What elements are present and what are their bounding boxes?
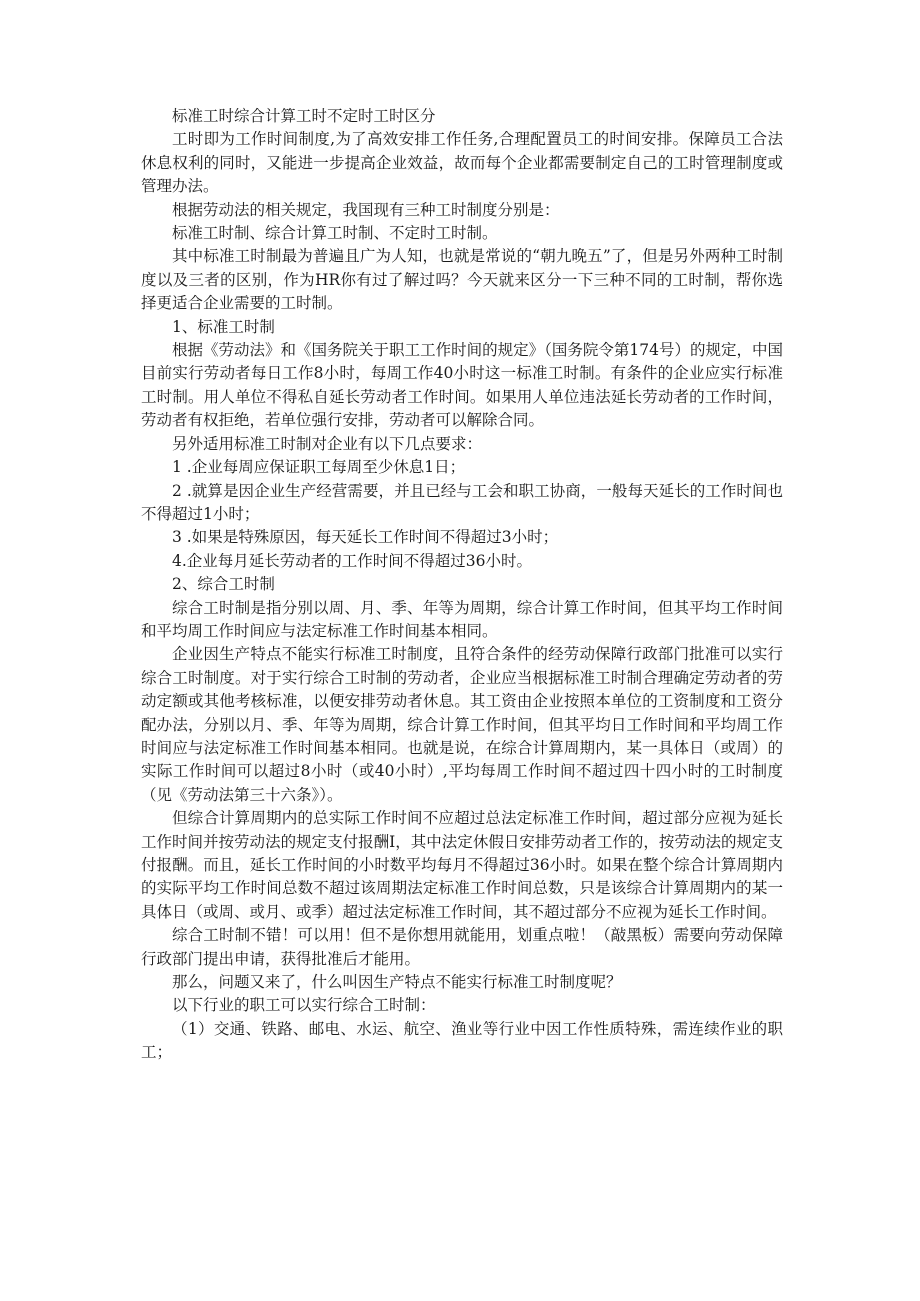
paragraph-intro: 工时即为工作时间制度,为了高效安排工作任务,合理配置员工的时间安排。保障员工合法休息权利的同时，又能进一步提高企业效益，故而每个企业都需要制定自己的工时管理制度或管理办法。 xyxy=(141,130,783,196)
paragraph-standard-common: 其中标准工时制最为普遍且广为人知，也就是常说的“朝九晚五”了，但是另外两种工时制度以及三者的区别，作为HR你有过了解过吗？今天就来区分一下三种不同的工时制，帮你选择更适合企业需要的工时制。 xyxy=(141,247,783,313)
document-title: 标准工时综合计算工时不定时工时区分 xyxy=(172,107,436,125)
paragraph-comprehensive-limit: 但综合计算周期内的总实际工作时间不应超过总法定标准工作时间，超过部分应视为延长工作时间并按劳动法的规定支付报酬I，其中法定休假日安排劳动者工作的，按劳动法的规定支付报酬。而且，延长工作时间的小时数平均每月不得超过36小时。如果在整个综合计算周期内的实际平均工作时间总数不超过该周期法定标准工作时间总数，只是该综合计算周期内的某一具体日（或周、或月、或季）超过法定标准工作时间，其不超过部分不应视为延长工作时间。 xyxy=(141,809,783,921)
paragraph-comprehensive-apply: 综合工时制不错！可以用！但不是你想用就能用，划重点啦！（敲黑板）需要向劳动保障行政部门提出申请，获得批准后才能用。 xyxy=(141,926,783,968)
paragraph-comprehensive-detail: 企业因生产特点不能实行标准工时制度，且符合条件的经劳动保障行政部门批准可以实行综合工时制度。对于实行综合工时制的劳动者，企业应当根据标准工时制合理确定劳动者的劳动定额或其他考核标准，以便安排劳动者休息。其工资由企业按照本单位的工资制度和工资分配办法，分别以月、季、年等为周期，综合计算工作时间，但其平均日工作时间和平均周工作时间应与法定标准工作时间基本相同。也就是说，在综合计算周期内，某一具体日（或周）的实际工作时间可以超过8小时（或40小时）,平均每周工作时间不超过四十四小时的工时制度（见《劳动法第三十六条》）。 xyxy=(141,645,783,804)
paragraph-standard-rules: 根据《劳动法》和《国务院关于职工工作时间的规定》（国务院令第174号）的规定，中国目前实行劳动者每日工作8小时，每周工作40小时这一标准工时制。有条件的企业应实行标准工时制。用人单位不得私自延长劳动者工作时间。如果用人单位违法延长劳动者的工作时间，劳动者有权拒绝，若单位强行安排，劳动者可以解除合同。 xyxy=(141,341,783,430)
list-item-industry-1: （1）交通、铁路、邮电、水运、航空、渔业等行业中因工作性质特殊，需连续作业的职工； xyxy=(141,1019,783,1062)
paragraph-question: 那么，问题又来了，什么叫因生产特点不能实行标准工时制度呢？ xyxy=(172,973,622,992)
document-page xyxy=(141,105,783,1065)
paragraph-law-basis: 根据劳动法的相关规定，我国现有三种工时制度分别是： xyxy=(172,200,560,219)
list-item-1: 1 .企业每周应保证职工每周至少休息1日； xyxy=(172,458,466,477)
list-item-3: 3 .如果是特殊原因，每天延长工作时间不得超过3小时； xyxy=(172,528,559,547)
list-item-4: 4.企业每月延长劳动者的工作时间不得超过36小时。 xyxy=(172,551,533,570)
section-heading-standard: 1、标准工时制 xyxy=(172,317,275,336)
paragraph-industries-intro: 以下行业的职工可以实行综合工时制： xyxy=(172,996,436,1015)
paragraph-requirements-intro: 另外适用标准工时制对企业有以下几点要求： xyxy=(172,434,483,453)
paragraph-three-systems: 标准工时制、综合计算工时制、不定时工时制。 xyxy=(172,224,498,243)
section-heading-comprehensive: 2、综合工时制 xyxy=(172,575,275,594)
paragraph-comprehensive-def: 综合工时制是指分别以周、月、季、年等为周期，综合计算工作时间，但其平均工作时间和平均周工作时间应与法定标准工作时间基本相同。 xyxy=(141,598,783,640)
list-item-2: 2 .就算是因企业生产经营需要，并且已经与工会和职工协商，一般每天延长的工作时间也不得超过1小时； xyxy=(141,481,783,523)
